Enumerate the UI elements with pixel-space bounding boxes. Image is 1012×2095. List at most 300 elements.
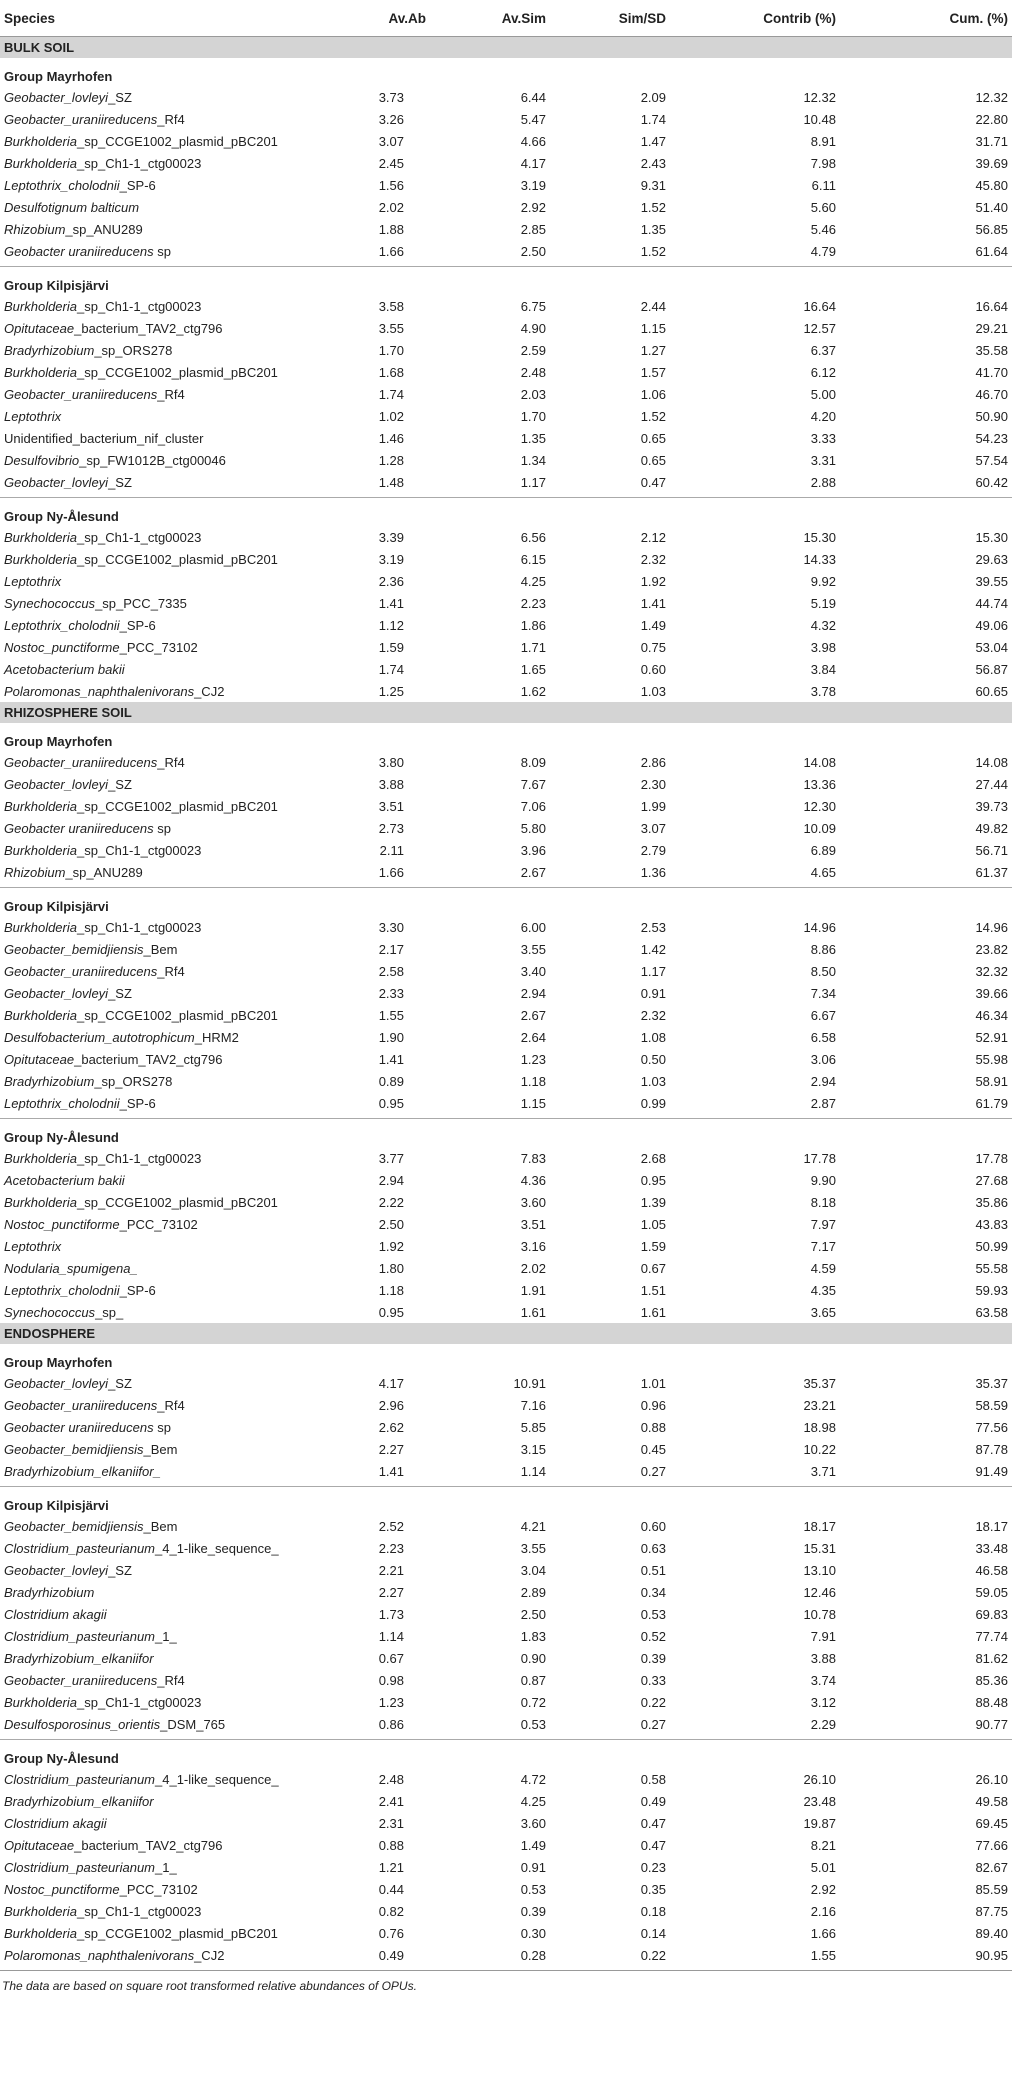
cum-cell: 69.83 bbox=[975, 1606, 1008, 1622]
species-name-italic: Desulfovibrio bbox=[4, 452, 80, 468]
cum-cell: 14.08 bbox=[975, 754, 1008, 770]
av-ab-cell: 2.62 bbox=[378, 1419, 404, 1435]
table-row bbox=[0, 938, 1012, 960]
av-ab-cell: 0.49 bbox=[378, 1947, 404, 1963]
species-name-italic: Burkholderia bbox=[4, 798, 77, 814]
species-name-suffix: _Bem bbox=[143, 1441, 178, 1457]
table-row bbox=[0, 751, 1012, 773]
species-name-suffix: _Rf4 bbox=[157, 386, 185, 402]
species-name-italic: Clostridium_pasteurianum bbox=[4, 1540, 156, 1556]
sim-sd-cell: 0.58 bbox=[640, 1771, 666, 1787]
contrib-cell: 18.17 bbox=[803, 1518, 836, 1534]
species-name-italic: Geobacter_uraniireducens bbox=[4, 386, 158, 402]
av-sim-cell: 0.91 bbox=[520, 1859, 546, 1875]
species-name-italic: Desulfotignum balticum bbox=[4, 199, 140, 215]
table-row bbox=[0, 196, 1012, 218]
species-cell bbox=[0, 1856, 330, 1878]
species-name-suffix: _4_1-like_sequence_ bbox=[155, 1540, 279, 1556]
table-row bbox=[0, 817, 1012, 839]
species-name-italic: Geobacter_lovleyi bbox=[4, 89, 109, 105]
contrib-cell: 12.32 bbox=[803, 89, 836, 105]
table-row bbox=[0, 1581, 1012, 1603]
species-name-suffix: _SP-6 bbox=[119, 1095, 156, 1111]
sim-sd-cell: 0.91 bbox=[640, 985, 666, 1001]
sim-sd-cell: 0.39 bbox=[640, 1650, 666, 1666]
table-row bbox=[0, 174, 1012, 196]
species-cell bbox=[0, 1603, 330, 1625]
species-cell bbox=[0, 861, 330, 883]
av-ab-cell: 0.89 bbox=[378, 1073, 404, 1089]
species-name-italic: Synechococcus bbox=[4, 1304, 96, 1320]
cum-cell: 49.82 bbox=[975, 820, 1008, 836]
av-ab-cell: 3.58 bbox=[378, 298, 404, 314]
cum-cell: 88.48 bbox=[975, 1694, 1008, 1710]
species-name-suffix: _sp_Ch1-1_ctg00023 bbox=[77, 1903, 202, 1919]
contrib-cell: 3.12 bbox=[810, 1694, 836, 1710]
species-cell bbox=[0, 1394, 330, 1416]
species-name-italic: Geobacter_lovleyi bbox=[4, 985, 109, 1001]
av-sim-cell: 1.35 bbox=[520, 430, 546, 446]
species-cell bbox=[0, 1372, 330, 1394]
contrib-cell: 12.46 bbox=[803, 1584, 836, 1600]
av-sim-cell: 1.91 bbox=[520, 1282, 546, 1298]
av-ab-cell: 1.56 bbox=[378, 177, 404, 193]
contrib-cell: 6.58 bbox=[810, 1029, 836, 1045]
contrib-cell: 14.08 bbox=[803, 754, 836, 770]
species-name-suffix: _bacterium_TAV2_ctg796 bbox=[74, 320, 223, 336]
table-row bbox=[0, 108, 1012, 130]
contrib-cell: 7.97 bbox=[810, 1216, 836, 1232]
species-name-suffix: _PCC_73102 bbox=[119, 1881, 198, 1897]
group-row bbox=[0, 1344, 1012, 1372]
av-sim-cell: 6.44 bbox=[520, 89, 546, 105]
cum-cell: 55.98 bbox=[975, 1051, 1008, 1067]
av-sim-cell: 2.50 bbox=[520, 243, 546, 259]
contrib-cell: 10.22 bbox=[803, 1441, 836, 1457]
species-name-suffix: _sp_Ch1-1_ctg00023 bbox=[77, 529, 202, 545]
species-cell bbox=[0, 295, 330, 317]
av-ab-cell: 1.74 bbox=[378, 386, 404, 402]
av-sim-cell: 2.64 bbox=[520, 1029, 546, 1045]
av-sim-cell: 2.94 bbox=[520, 985, 546, 1001]
cum-cell: 39.69 bbox=[975, 155, 1008, 171]
av-ab-cell: 2.45 bbox=[378, 155, 404, 171]
species-name-italic: Geobacter_lovleyi bbox=[4, 474, 109, 490]
av-sim-cell: 2.67 bbox=[520, 864, 546, 880]
section-title: BULK SOIL bbox=[0, 37, 1012, 59]
species-name-italic: Burkholderia bbox=[4, 529, 77, 545]
species-name-italic: Bradyrhizobium_elkaniifor bbox=[4, 1650, 154, 1666]
cum-cell: 59.05 bbox=[975, 1584, 1008, 1600]
group-row bbox=[0, 58, 1012, 86]
av-ab-cell: 1.80 bbox=[378, 1260, 404, 1276]
cum-cell: 32.32 bbox=[975, 963, 1008, 979]
sim-sd-cell: 0.45 bbox=[640, 1441, 666, 1457]
group-title: Group Ny-Ålesund bbox=[4, 509, 119, 524]
species-cell bbox=[0, 1669, 330, 1691]
table-row bbox=[0, 152, 1012, 174]
species-name-suffix: _sp_ORS278 bbox=[94, 342, 173, 358]
table-row bbox=[0, 339, 1012, 361]
species-cell bbox=[0, 1279, 330, 1301]
av-sim-cell: 6.15 bbox=[520, 551, 546, 567]
contrib-cell: 2.94 bbox=[810, 1073, 836, 1089]
av-sim-cell: 4.90 bbox=[520, 320, 546, 336]
species-name-suffix: _Bem bbox=[143, 1518, 178, 1534]
av-ab-cell: 1.21 bbox=[378, 1859, 404, 1875]
table-row bbox=[0, 1768, 1012, 1790]
sim-sd-cell: 0.65 bbox=[640, 452, 666, 468]
cum-cell: 18.17 bbox=[975, 1518, 1008, 1534]
cum-cell: 44.74 bbox=[975, 595, 1008, 611]
species-cell bbox=[0, 339, 330, 361]
contrib-cell: 3.65 bbox=[810, 1304, 836, 1320]
species-name-suffix: _SZ bbox=[108, 776, 132, 792]
sim-sd-cell: 0.52 bbox=[640, 1628, 666, 1644]
cum-cell: 90.77 bbox=[975, 1716, 1008, 1732]
contrib-cell: 6.67 bbox=[810, 1007, 836, 1023]
group-row bbox=[0, 1119, 1012, 1148]
contrib-cell: 4.79 bbox=[810, 243, 836, 259]
group-row bbox=[0, 888, 1012, 917]
sim-sd-cell: 2.79 bbox=[640, 842, 666, 858]
species-cell bbox=[0, 570, 330, 592]
species-name-suffix: _Rf4 bbox=[157, 754, 185, 770]
cum-cell: 85.36 bbox=[975, 1672, 1008, 1688]
species-name-suffix: _sp_Ch1-1_ctg00023 bbox=[77, 1150, 202, 1166]
sim-sd-cell: 2.43 bbox=[640, 155, 666, 171]
table-row bbox=[0, 1301, 1012, 1323]
table-row bbox=[0, 317, 1012, 339]
av-sim-cell: 2.89 bbox=[520, 1584, 546, 1600]
av-ab-cell: 3.26 bbox=[378, 111, 404, 127]
species-name-suffix: _sp_CCGE1002_plasmid_pBC201 bbox=[77, 798, 278, 814]
contrib-cell: 10.09 bbox=[803, 820, 836, 836]
table-row bbox=[0, 1790, 1012, 1812]
species-cell bbox=[0, 317, 330, 339]
species-cell bbox=[0, 658, 330, 680]
cum-cell: 23.82 bbox=[975, 941, 1008, 957]
species-name-suffix: _Rf4 bbox=[157, 1397, 185, 1413]
contrib-cell: 14.33 bbox=[803, 551, 836, 567]
av-ab-cell: 1.66 bbox=[378, 243, 404, 259]
sim-sd-cell: 2.12 bbox=[640, 529, 666, 545]
cum-cell: 89.40 bbox=[975, 1925, 1008, 1941]
sim-sd-cell: 1.05 bbox=[640, 1216, 666, 1232]
table-row bbox=[0, 916, 1012, 938]
contrib-cell: 2.29 bbox=[810, 1716, 836, 1732]
av-sim-cell: 3.15 bbox=[520, 1441, 546, 1457]
contrib-cell: 2.88 bbox=[810, 474, 836, 490]
contrib-cell: 10.78 bbox=[803, 1606, 836, 1622]
species-name-suffix: _sp_ANU289 bbox=[65, 864, 143, 880]
species-cell bbox=[0, 1213, 330, 1235]
av-sim-cell: 6.75 bbox=[520, 298, 546, 314]
cum-cell: 41.70 bbox=[975, 364, 1008, 380]
contrib-cell: 5.60 bbox=[810, 199, 836, 215]
contrib-cell: 23.21 bbox=[803, 1397, 836, 1413]
species-name-suffix: _sp_CCGE1002_plasmid_pBC201 bbox=[77, 133, 278, 149]
cum-cell: 59.93 bbox=[975, 1282, 1008, 1298]
species-name-suffix: _PCC_73102 bbox=[119, 1216, 198, 1232]
av-ab-cell: 3.73 bbox=[378, 89, 404, 105]
cum-cell: 27.68 bbox=[975, 1172, 1008, 1188]
av-ab-cell: 1.48 bbox=[378, 474, 404, 490]
species-cell bbox=[0, 1581, 330, 1603]
sim-sd-cell: 0.67 bbox=[640, 1260, 666, 1276]
species-cell bbox=[0, 1147, 330, 1169]
species-name-italic: Opitutaceae bbox=[4, 320, 75, 336]
species-cell bbox=[0, 960, 330, 982]
group-row bbox=[0, 498, 1012, 527]
cum-cell: 46.58 bbox=[975, 1562, 1008, 1578]
av-ab-cell: 2.94 bbox=[378, 1172, 404, 1188]
species-name-italic: Burkholderia bbox=[4, 1903, 77, 1919]
av-ab-cell: 1.66 bbox=[378, 864, 404, 880]
group-row bbox=[0, 267, 1012, 296]
species-cell bbox=[0, 383, 330, 405]
header-cum: Cum. (%) bbox=[840, 0, 1012, 37]
sim-sd-cell: 1.52 bbox=[640, 243, 666, 259]
table-row bbox=[0, 795, 1012, 817]
species-name-italic: Geobacter uraniireducens bbox=[4, 1419, 154, 1435]
av-sim-cell: 8.09 bbox=[520, 754, 546, 770]
species-name-suffix: sp bbox=[153, 820, 171, 836]
cum-cell: 60.65 bbox=[975, 683, 1008, 699]
table-row bbox=[0, 1004, 1012, 1026]
species-name-suffix: _sp_FW1012B_ctg00046 bbox=[79, 452, 226, 468]
table-row bbox=[0, 1625, 1012, 1647]
cum-cell: 61.64 bbox=[975, 243, 1008, 259]
table-row bbox=[0, 592, 1012, 614]
sim-sd-cell: 1.35 bbox=[640, 221, 666, 237]
av-sim-cell: 1.23 bbox=[520, 1051, 546, 1067]
species-name-italic: Bradyrhizobium bbox=[4, 1073, 95, 1089]
species-name-italic: Nostoc_punctiforme bbox=[4, 1216, 120, 1232]
species-cell bbox=[0, 86, 330, 108]
species-cell bbox=[0, 427, 330, 449]
contrib-cell: 12.30 bbox=[803, 798, 836, 814]
av-ab-cell: 3.30 bbox=[378, 919, 404, 935]
species-cell bbox=[0, 1460, 330, 1482]
sim-sd-cell: 2.53 bbox=[640, 919, 666, 935]
group-title: Group Mayrhofen bbox=[4, 734, 113, 749]
sim-sd-cell: 1.17 bbox=[640, 963, 666, 979]
cum-cell: 85.59 bbox=[975, 1881, 1008, 1897]
sim-sd-cell: 1.15 bbox=[640, 320, 666, 336]
av-ab-cell: 3.80 bbox=[378, 754, 404, 770]
contrib-cell: 3.78 bbox=[810, 683, 836, 699]
species-cell bbox=[0, 751, 330, 773]
av-sim-cell: 2.02 bbox=[520, 1260, 546, 1276]
av-sim-cell: 5.80 bbox=[520, 820, 546, 836]
species-cell bbox=[0, 1235, 330, 1257]
sim-sd-cell: 2.68 bbox=[640, 1150, 666, 1166]
av-ab-cell: 2.02 bbox=[378, 199, 404, 215]
contrib-cell: 26.10 bbox=[803, 1771, 836, 1787]
av-ab-cell: 3.51 bbox=[378, 798, 404, 814]
species-name-suffix: _sp_CCGE1002_plasmid_pBC201 bbox=[77, 1925, 278, 1941]
group-row bbox=[0, 1487, 1012, 1516]
species-name-suffix: _Bem bbox=[143, 941, 178, 957]
av-sim-cell: 3.51 bbox=[520, 1216, 546, 1232]
sim-sd-cell: 2.32 bbox=[640, 551, 666, 567]
av-sim-cell: 3.04 bbox=[520, 1562, 546, 1578]
av-sim-cell: 1.14 bbox=[520, 1463, 546, 1479]
species-name-italic: Polaromonas_naphthalenivorans bbox=[4, 1947, 195, 1963]
species-cell bbox=[0, 1416, 330, 1438]
av-sim-cell: 1.61 bbox=[520, 1304, 546, 1320]
species-cell bbox=[0, 196, 330, 218]
table-bottom-rule bbox=[0, 1966, 1012, 1971]
species-cell bbox=[0, 592, 330, 614]
contrib-cell: 7.17 bbox=[810, 1238, 836, 1254]
species-name-suffix: _Rf4 bbox=[157, 963, 185, 979]
group-title: Group Kilpisjärvi bbox=[4, 278, 109, 293]
av-sim-cell: 6.00 bbox=[520, 919, 546, 935]
sim-sd-cell: 0.27 bbox=[640, 1463, 666, 1479]
species-name-italic: Geobacter uraniireducens bbox=[4, 820, 154, 836]
av-ab-cell: 1.14 bbox=[378, 1628, 404, 1644]
table-row bbox=[0, 405, 1012, 427]
section-row bbox=[0, 37, 1012, 59]
contrib-cell: 1.55 bbox=[810, 1947, 836, 1963]
av-sim-cell: 1.71 bbox=[520, 639, 546, 655]
table-row bbox=[0, 1856, 1012, 1878]
table-row bbox=[0, 1416, 1012, 1438]
av-ab-cell: 0.82 bbox=[378, 1903, 404, 1919]
cum-cell: 16.64 bbox=[975, 298, 1008, 314]
av-ab-cell: 2.11 bbox=[379, 842, 404, 858]
species-name-italic: Geobacter_uraniireducens bbox=[4, 1672, 158, 1688]
cum-cell: 55.58 bbox=[975, 1260, 1008, 1276]
species-name-italic: Geobacter uraniireducens bbox=[4, 243, 154, 259]
cum-cell: 46.34 bbox=[975, 1007, 1008, 1023]
sim-sd-cell: 0.88 bbox=[640, 1419, 666, 1435]
av-sim-cell: 1.34 bbox=[520, 452, 546, 468]
contrib-cell: 3.31 bbox=[810, 452, 836, 468]
av-sim-cell: 1.70 bbox=[520, 408, 546, 424]
av-ab-cell: 0.44 bbox=[378, 1881, 404, 1897]
table-row bbox=[0, 1537, 1012, 1559]
species-name-suffix: _PCC_73102 bbox=[119, 639, 198, 655]
species-name-italic: Burkholderia bbox=[4, 1194, 77, 1210]
species-cell bbox=[0, 773, 330, 795]
av-sim-cell: 1.65 bbox=[520, 661, 546, 677]
contrib-cell: 16.64 bbox=[803, 298, 836, 314]
species-name-suffix: _SP-6 bbox=[119, 617, 156, 633]
cum-cell: 17.78 bbox=[975, 1150, 1008, 1166]
footnote: The data are based on square root transformed relative abundances of OPUs. bbox=[2, 1979, 417, 1993]
species-name-suffix: _HRM2 bbox=[194, 1029, 239, 1045]
species-cell bbox=[0, 1625, 330, 1647]
av-ab-cell: 2.96 bbox=[378, 1397, 404, 1413]
species-cell bbox=[0, 548, 330, 570]
av-ab-cell: 2.33 bbox=[378, 985, 404, 1001]
contrib-cell: 13.10 bbox=[803, 1562, 836, 1578]
sim-sd-cell: 0.60 bbox=[640, 661, 666, 677]
species-cell bbox=[0, 1537, 330, 1559]
sim-sd-cell: 1.42 bbox=[640, 941, 666, 957]
table-row bbox=[0, 1647, 1012, 1669]
av-sim-cell: 6.56 bbox=[520, 529, 546, 545]
species-name-italic: Burkholderia bbox=[4, 133, 77, 149]
av-ab-cell: 3.77 bbox=[378, 1150, 404, 1166]
table-row bbox=[0, 1713, 1012, 1735]
table-row bbox=[0, 1191, 1012, 1213]
contrib-cell: 6.12 bbox=[810, 364, 836, 380]
av-ab-cell: 4.17 bbox=[378, 1375, 404, 1391]
sim-sd-cell: 0.75 bbox=[640, 639, 666, 655]
species-name-suffix: _sp_Ch1-1_ctg00023 bbox=[77, 919, 202, 935]
cum-cell: 77.74 bbox=[975, 1628, 1008, 1644]
header-sim-sd: Sim/SD bbox=[550, 0, 670, 37]
cum-cell: 52.91 bbox=[975, 1029, 1008, 1045]
av-ab-cell: 3.55 bbox=[378, 320, 404, 336]
sim-sd-cell: 0.23 bbox=[640, 1859, 666, 1875]
contrib-cell: 4.32 bbox=[810, 617, 836, 633]
species-cell bbox=[0, 1900, 330, 1922]
table-row bbox=[0, 1669, 1012, 1691]
contrib-cell: 8.21 bbox=[810, 1837, 836, 1853]
table-row bbox=[0, 1026, 1012, 1048]
cum-cell: 39.55 bbox=[975, 573, 1008, 589]
av-ab-cell: 3.19 bbox=[378, 551, 404, 567]
header-contrib: Contrib (%) bbox=[670, 0, 840, 37]
cum-cell: 56.85 bbox=[975, 221, 1008, 237]
species-cell bbox=[0, 614, 330, 636]
species-name-italic: Geobacter_lovleyi bbox=[4, 1562, 109, 1578]
contrib-cell: 6.37 bbox=[810, 342, 836, 358]
species-cell bbox=[0, 218, 330, 240]
species-name-italic: Leptothrix_cholodnii bbox=[4, 1282, 120, 1298]
contrib-cell: 7.98 bbox=[810, 155, 836, 171]
species-cell bbox=[0, 1515, 330, 1537]
contrib-cell: 8.86 bbox=[810, 941, 836, 957]
contrib-cell: 3.71 bbox=[810, 1463, 836, 1479]
sim-sd-cell: 1.41 bbox=[640, 595, 666, 611]
cum-cell: 87.75 bbox=[975, 1903, 1008, 1919]
sim-sd-cell: 0.96 bbox=[640, 1397, 666, 1413]
av-sim-cell: 0.53 bbox=[520, 1716, 546, 1732]
species-name-suffix: Unidentified_bacterium_nif_cluster bbox=[4, 430, 204, 446]
cum-cell: 56.87 bbox=[975, 661, 1008, 677]
species-cell bbox=[0, 1070, 330, 1092]
table-row bbox=[0, 548, 1012, 570]
cum-cell: 69.45 bbox=[975, 1815, 1008, 1831]
species-name-suffix: _SZ bbox=[108, 474, 132, 490]
species-name-suffix: _sp_Ch1-1_ctg00023 bbox=[77, 155, 202, 171]
sim-sd-cell: 2.30 bbox=[640, 776, 666, 792]
contrib-cell: 7.91 bbox=[810, 1628, 836, 1644]
species-name-suffix: sp bbox=[153, 1419, 171, 1435]
av-ab-cell: 0.86 bbox=[378, 1716, 404, 1732]
sim-sd-cell: 1.52 bbox=[640, 408, 666, 424]
contrib-cell: 3.88 bbox=[810, 1650, 836, 1666]
group-title: Group Kilpisjärvi bbox=[4, 1498, 109, 1513]
species-cell bbox=[0, 1834, 330, 1856]
av-ab-cell: 0.76 bbox=[378, 1925, 404, 1941]
species-cell bbox=[0, 839, 330, 861]
av-sim-cell: 1.83 bbox=[520, 1628, 546, 1644]
av-sim-cell: 5.85 bbox=[520, 1419, 546, 1435]
table-row bbox=[0, 1092, 1012, 1114]
species-cell bbox=[0, 526, 330, 548]
sim-sd-cell: 1.51 bbox=[640, 1282, 666, 1298]
contrib-cell: 8.50 bbox=[810, 963, 836, 979]
species-name-italic: Geobacter_uraniireducens bbox=[4, 111, 158, 127]
contrib-cell: 14.96 bbox=[803, 919, 836, 935]
